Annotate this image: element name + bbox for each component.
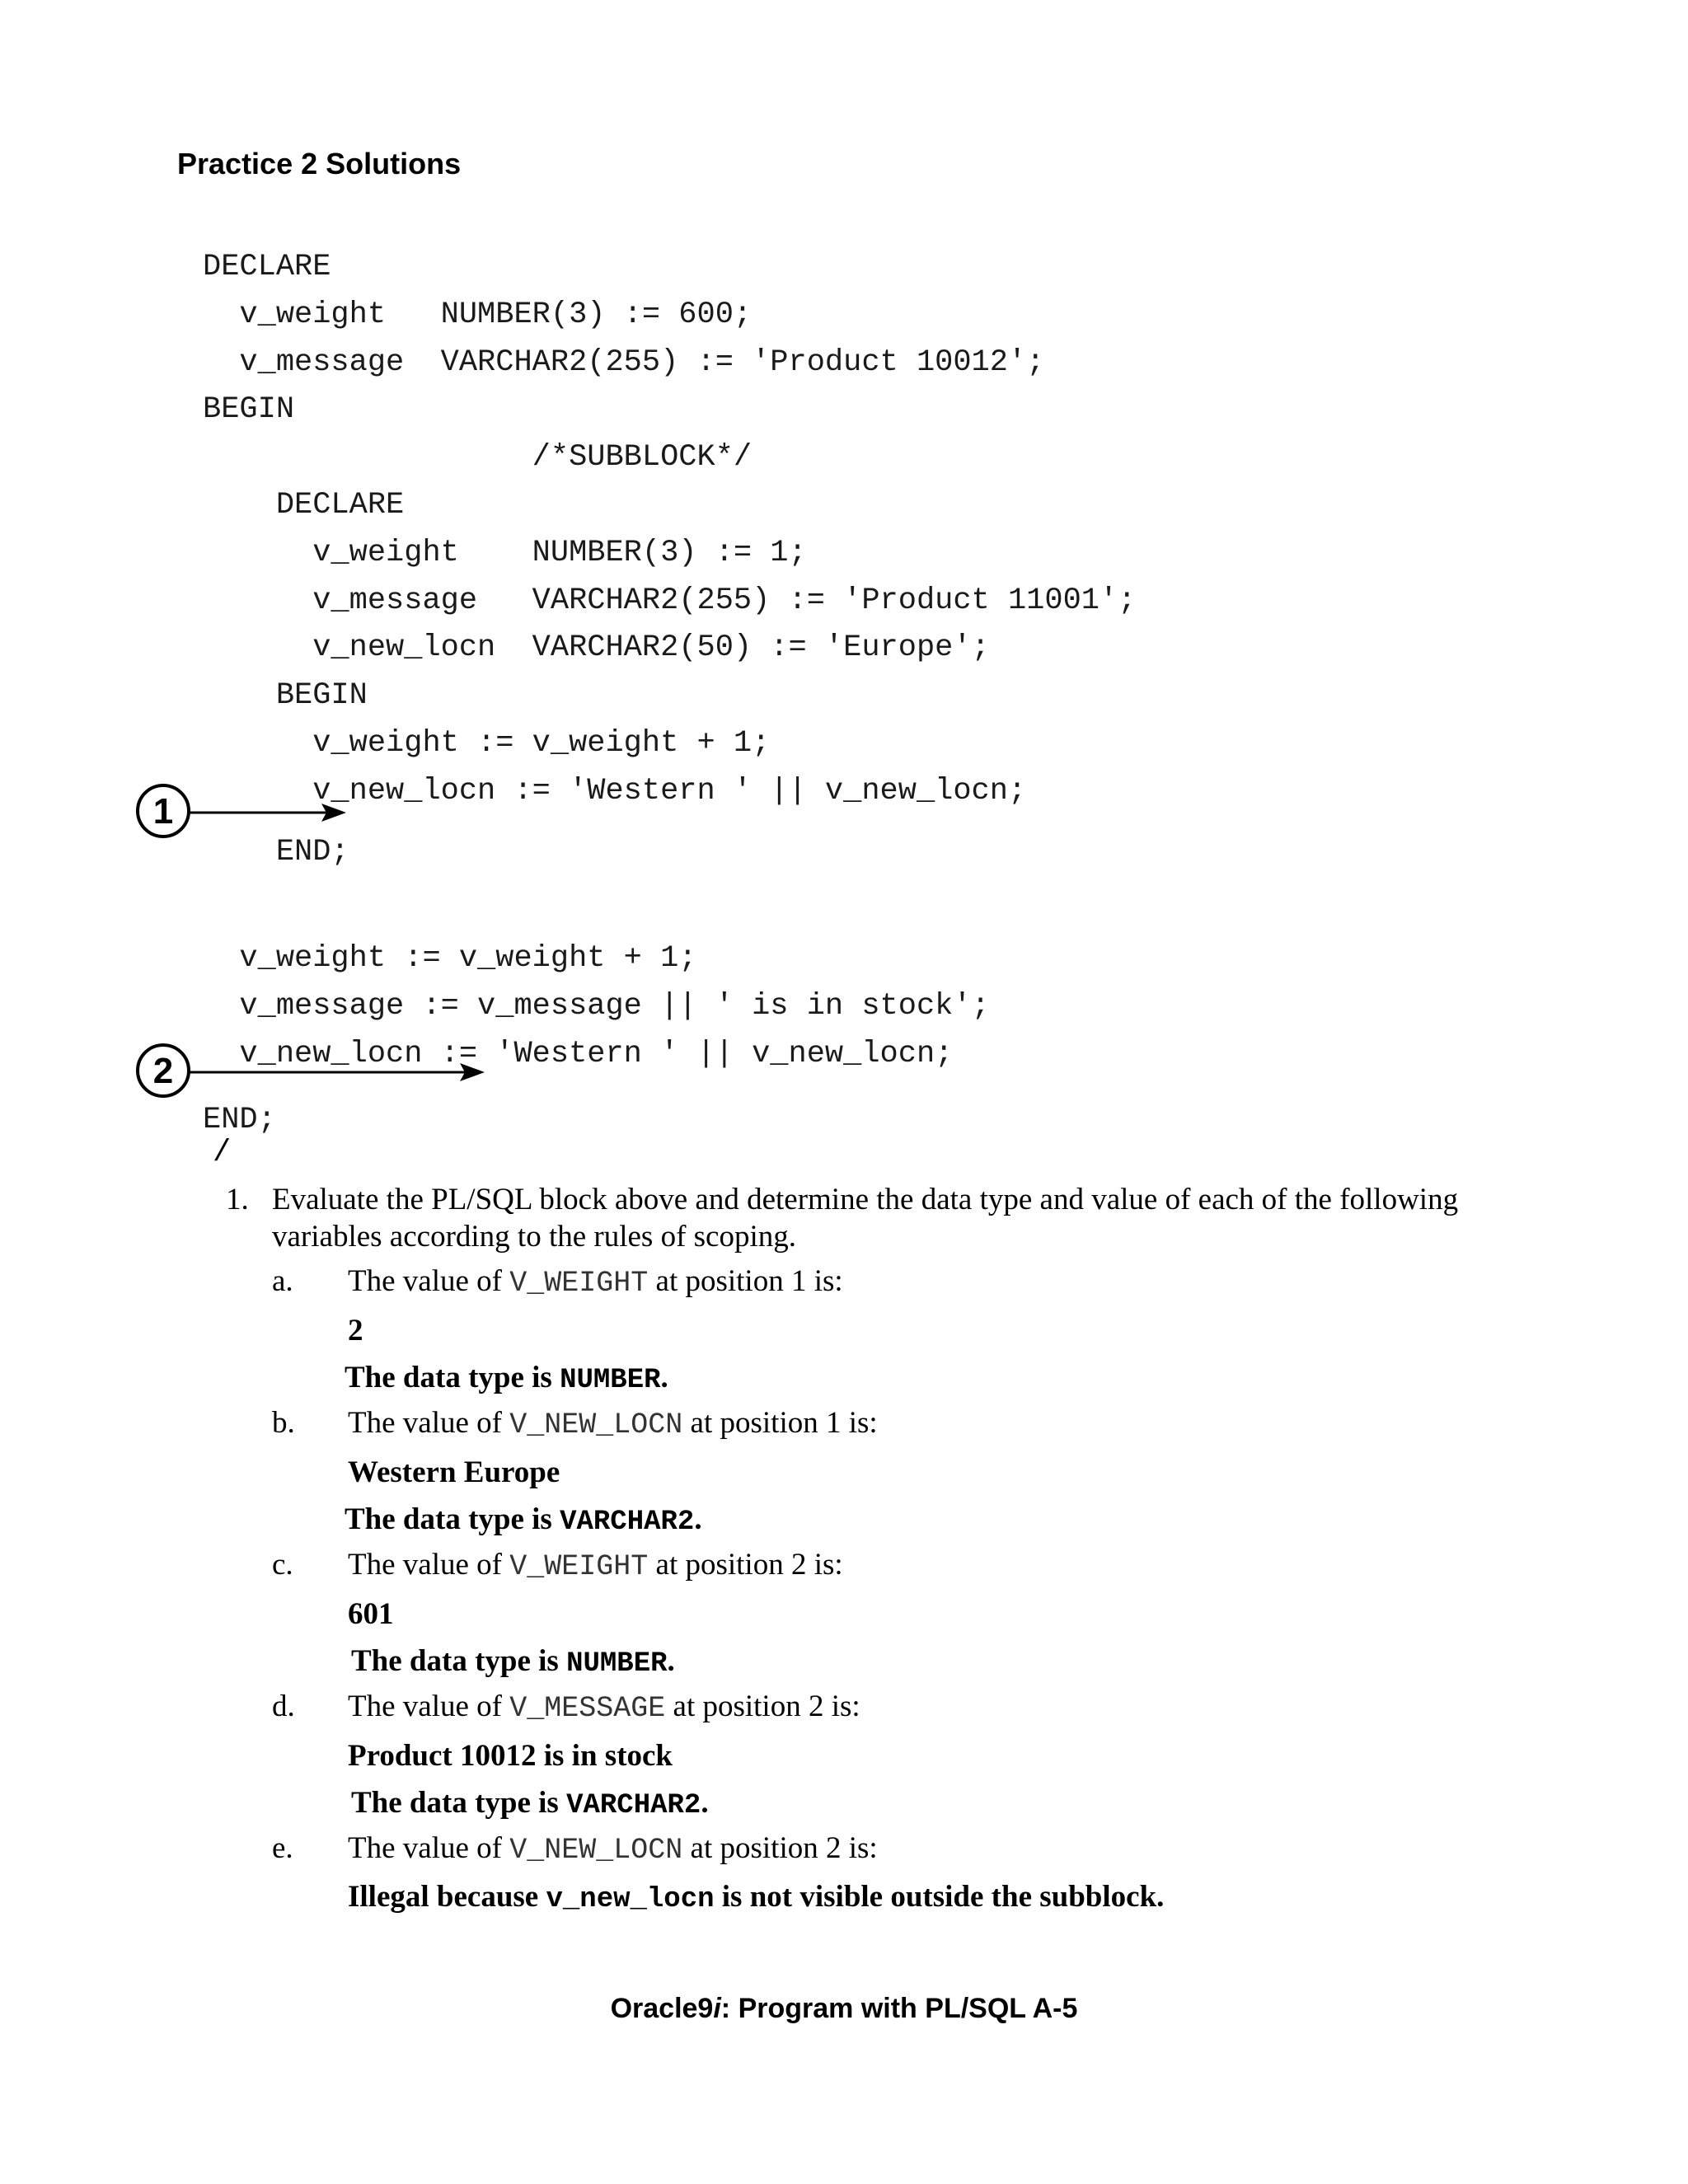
item-letter: b. (272, 1406, 295, 1440)
code-terminator: / (213, 1136, 232, 1170)
item-illegal-note: Illegal because v_new_locn is not visible outside the subblock. (348, 1880, 1165, 1915)
position-marker-2 (135, 1043, 191, 1099)
item-type: The data type is NUMBER. (351, 1644, 675, 1680)
code-line: /*SUBBLOCK*/ (203, 440, 753, 476)
code-line: END; (203, 1102, 276, 1137)
item-prompt: The value of V_MESSAGE at position 2 is: (348, 1690, 860, 1725)
item-prompt: The value of V_WEIGHT at position 2 is: (348, 1548, 843, 1583)
code-line: v_weight := v_weight + 1; (203, 725, 771, 761)
code-line: BEGIN (203, 678, 368, 714)
marker-label-1: 1 (152, 791, 174, 832)
item-type: The data type is NUMBER. (345, 1361, 668, 1396)
item-value: 601 (348, 1597, 394, 1631)
question-number: 1. (226, 1183, 249, 1216)
item-value: 2 (348, 1314, 363, 1347)
item-prompt: The value of V_NEW_LOCN at position 2 is: (348, 1831, 878, 1867)
code-line: END; (203, 834, 349, 869)
code-line: v_weight := v_weight + 1; (203, 941, 697, 977)
marker-label-2: 2 (152, 1051, 174, 1091)
arrow-icon (190, 1061, 485, 1085)
page-title: Practice 2 Solutions (177, 147, 462, 180)
code-line: v_message VARCHAR2(255) := 'Product 10012'; (203, 344, 1045, 380)
item-letter: d. (272, 1690, 295, 1723)
item-value: Western Europe (348, 1455, 560, 1489)
code-line: v_weight NUMBER(3) := 1; (203, 535, 807, 570)
question-line-1: Evaluate the PL/SQL block above and determine the data type and value of each of the following (272, 1183, 1459, 1216)
item-type: The data type is VARCHAR2. (345, 1502, 702, 1538)
code-line: v_new_locn := 'Western ' || v_new_locn; (203, 1036, 954, 1071)
code-line: v_message := v_message || ' is in stock'; (203, 989, 990, 1024)
code-line: DECLARE (203, 250, 331, 284)
item-value: Product 10012 is in stock (348, 1739, 673, 1773)
code-block (203, 244, 1136, 1145)
question-line-2: variables according to the rules of scoping. (272, 1220, 796, 1254)
arrow-icon (190, 801, 346, 826)
item-letter: a. (272, 1264, 293, 1298)
position-marker-1 (135, 783, 191, 839)
code-line: v_message VARCHAR2(255) := 'Product 11001'; (203, 583, 1137, 618)
code-line: DECLARE (203, 487, 405, 523)
code-line: v_weight NUMBER(3) := 600; (203, 297, 753, 332)
item-prompt: The value of V_WEIGHT at position 1 is: (348, 1264, 843, 1300)
item-type: The data type is VARCHAR2. (351, 1786, 709, 1821)
item-prompt: The value of V_NEW_LOCN at position 1 is: (348, 1406, 878, 1441)
item-letter: c. (272, 1548, 293, 1582)
code-line: BEGIN (203, 392, 295, 428)
code-line: v_new_locn VARCHAR2(50) := 'Europe'; (203, 630, 990, 666)
page-footer: Oracle9i: Program with PL/SQL A-5 (610, 1993, 1078, 2024)
item-letter: e. (272, 1831, 293, 1865)
code-line (203, 876, 1136, 935)
code-line: v_new_locn := 'Western ' || v_new_locn; (203, 773, 1027, 808)
